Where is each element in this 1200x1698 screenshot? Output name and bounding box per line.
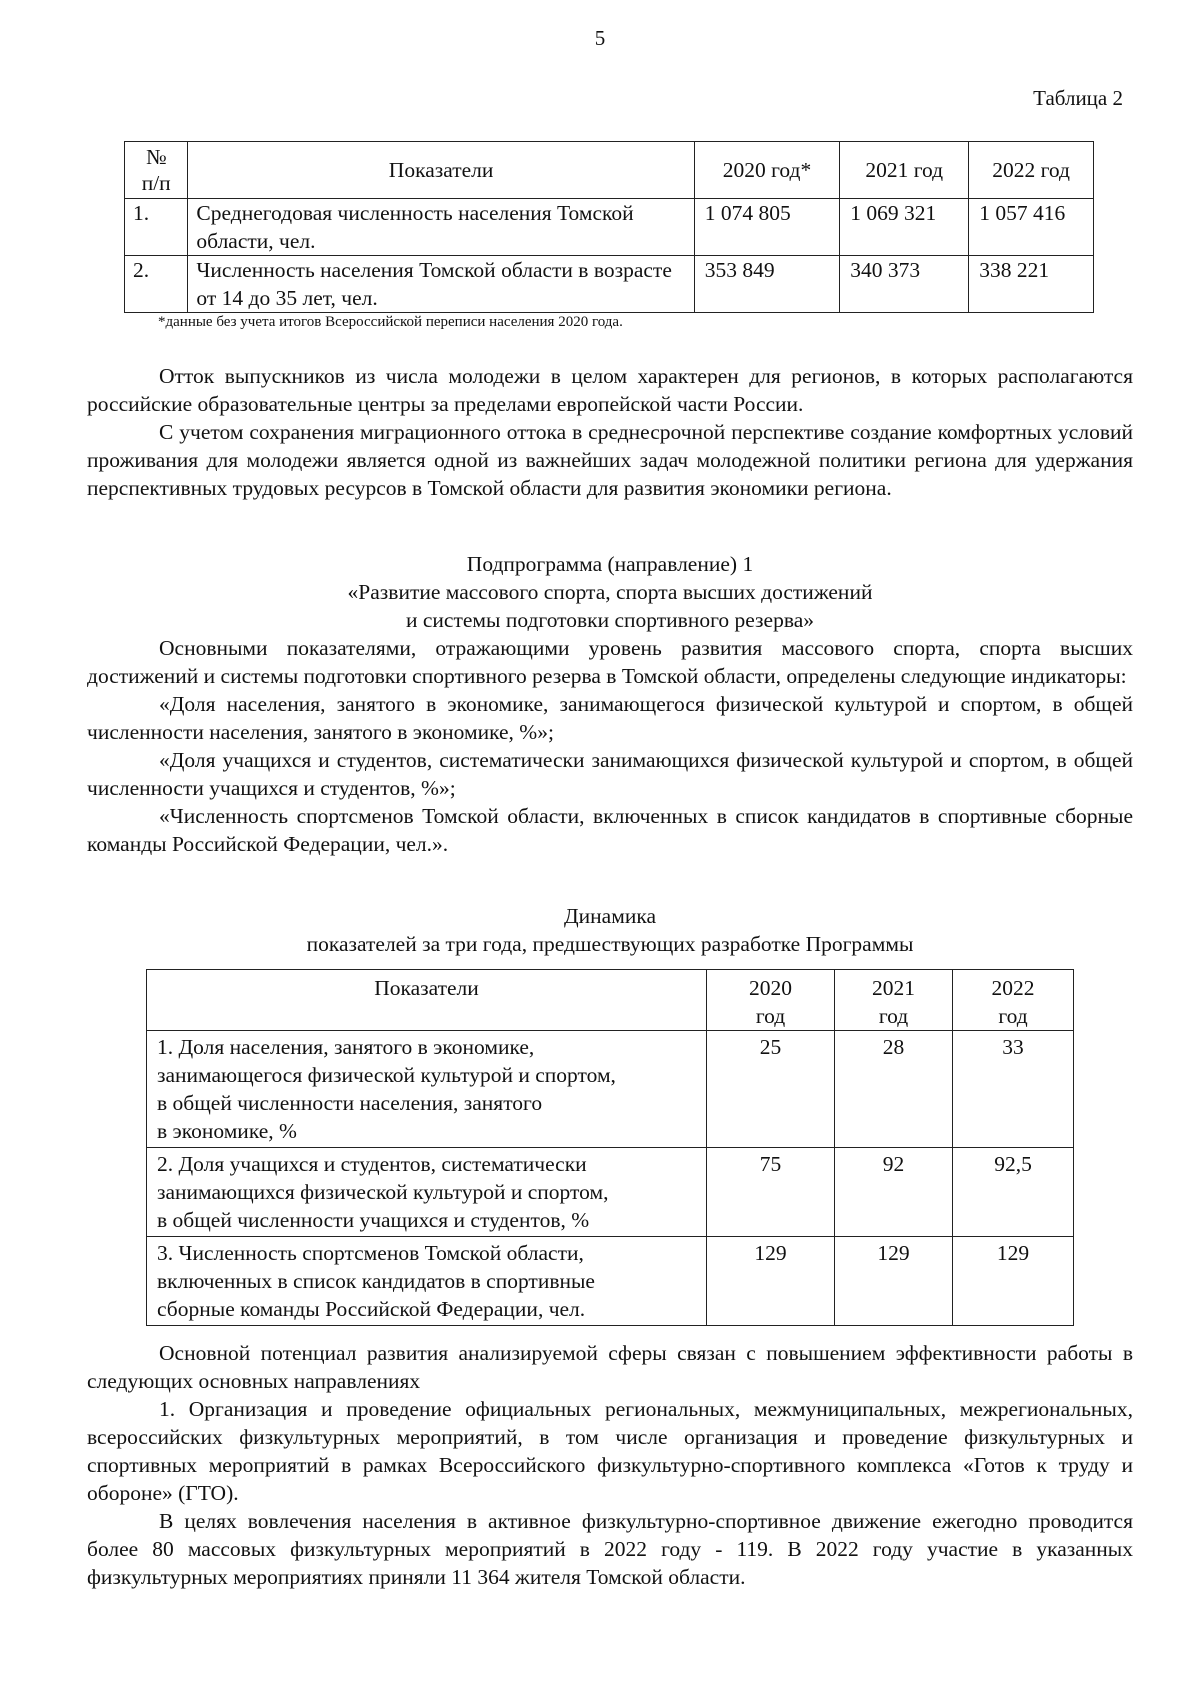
value-2021: 340 373	[840, 256, 969, 313]
value-2022: 1 057 416	[969, 199, 1094, 256]
heading-line: Подпрограмма (направление) 1	[466, 552, 754, 576]
row-indicator: 2. Доля учащихся и студентов, систематически занимающихся физической культурой и спортом, в общей численности учащихся и студентов, %	[147, 1148, 707, 1237]
value-2021: 1 069 321	[840, 199, 969, 256]
value-2020: 1 074 805	[694, 199, 839, 256]
value-2020: 129	[707, 1237, 835, 1326]
paragraph: Основными показателями, отражающими уровень развития массового спорта, спорта высших достижений и системы подготовки спортивного резерва в Томской области, определены следующие индикаторы:	[87, 636, 1133, 688]
col-header-number: № п/п	[125, 142, 188, 199]
value-2020: 353 849	[694, 256, 839, 313]
table-row	[147, 1031, 1074, 1148]
row-number: 1.	[125, 199, 188, 256]
value-2021: 28	[835, 1031, 953, 1148]
row-indicator: Численность населения Томской области в возрасте от 14 до 35 лет, чел.	[188, 256, 694, 313]
paragraph: «Численность спортсменов Томской области, включенных в список кандидатов в спортивные сборные команды Российской Федерации, чел.».	[87, 804, 1133, 856]
paragraph: 1. Организация и проведение официальных региональных, межмуниципальных, межрегиональных, всероссийских физкультурных мероприятий, в том числе организация и проведение физкультурных и спортивных мероприятий в рамках Всероссийского физкультурно-спортивного комплекса «Готов к труду и обороне» (ГТО).	[87, 1397, 1133, 1505]
page-number: 5	[594, 26, 606, 50]
table-row	[147, 1237, 1074, 1326]
col-header-2022: 2022 год	[953, 970, 1074, 1031]
row-indicator: Среднегодовая численность населения Томской области, чел.	[188, 199, 694, 256]
table-row	[125, 199, 1094, 256]
col-header-2021: 2021 год	[840, 142, 969, 199]
population-table	[124, 141, 1094, 313]
table-row	[147, 1148, 1074, 1237]
paragraph: «Доля населения, занятого в экономике, занимающегося физической культурой и спортом, в общей численности населения, занятого в экономике, %»;	[87, 692, 1133, 744]
value-2022: 33	[953, 1031, 1074, 1148]
heading-line: и системы подготовки спортивного резерва»	[406, 608, 814, 632]
heading-line: показателей за три года, предшествующих разработке Программы	[306, 932, 914, 956]
row-number: 2.	[125, 256, 188, 313]
indicator-paragraphs	[87, 634, 1133, 858]
paragraph: В целях вовлечения населения в активное физкультурно-спортивное движение ежегодно проводится более 80 массовых физкультурных мероприятий в 2022 году - 119. В 2022 году участие в указанных физкультурных мероприятиях приняли 11 364 жителя Томской области.	[87, 1509, 1133, 1589]
table-header-row	[125, 142, 1094, 199]
paragraph: Основной потенциал развития анализируемой сферы связан с повышением эффективности работы в следующих основных направлениях	[87, 1341, 1133, 1393]
value-2020: 25	[707, 1031, 835, 1148]
col-header-2021: 2021 год	[835, 970, 953, 1031]
potential-paragraphs	[87, 1339, 1133, 1591]
dynamics-table	[146, 969, 1074, 1326]
value-2022: 338 221	[969, 256, 1094, 313]
table-header-row	[147, 970, 1074, 1031]
heading-line: «Развитие массового спорта, спорта высших достижений	[347, 580, 873, 604]
value-2022: 129	[953, 1237, 1074, 1326]
col-header-indicator: Показатели	[147, 970, 707, 1031]
row-indicator: 3. Численность спортсменов Томской области, включенных в список кандидатов в спортивные сборные команды Российской Федерации, чел.	[147, 1237, 707, 1326]
value-2020: 75	[707, 1148, 835, 1237]
col-header-2020: 2020 год	[707, 970, 835, 1031]
dynamics-heading	[87, 902, 1133, 958]
col-header-2020: 2020 год*	[694, 142, 839, 199]
table-2-footnote: *данные без учета итогов Всероссийской переписи населения 2020 года.	[158, 314, 623, 330]
heading-line: Динамика	[564, 904, 656, 928]
value-2022: 92,5	[953, 1148, 1074, 1237]
table-2-label: Таблица 2	[1033, 86, 1123, 110]
intro-paragraphs	[87, 362, 1133, 502]
col-header-indicator: Показатели	[188, 142, 694, 199]
value-2021: 129	[835, 1237, 953, 1326]
value-2021: 92	[835, 1148, 953, 1237]
paragraph: «Доля учащихся и студентов, систематически занимающихся физической культурой и спортом, в общей численности учащихся и студентов, %»;	[87, 748, 1133, 800]
paragraph: С учетом сохранения миграционного оттока в среднесрочной перспективе создание комфортных условий проживания для молодежи является одной из важнейших задач молодежной политики региона для удержания перспективных трудовых ресурсов в Томской области для развития экономики региона.	[87, 420, 1133, 500]
row-indicator: 1. Доля населения, занятого в экономике, занимающегося физической культурой и спортом, в общей численности населения, занятого в экономике, %	[147, 1031, 707, 1148]
col-header-2022: 2022 год	[969, 142, 1094, 199]
subprogram-heading	[87, 550, 1133, 634]
paragraph: Отток выпускников из числа молодежи в целом характерен для регионов, в которых располагаются российские образовательные центры за пределами европейской части России.	[87, 364, 1133, 416]
table-row	[125, 256, 1094, 313]
